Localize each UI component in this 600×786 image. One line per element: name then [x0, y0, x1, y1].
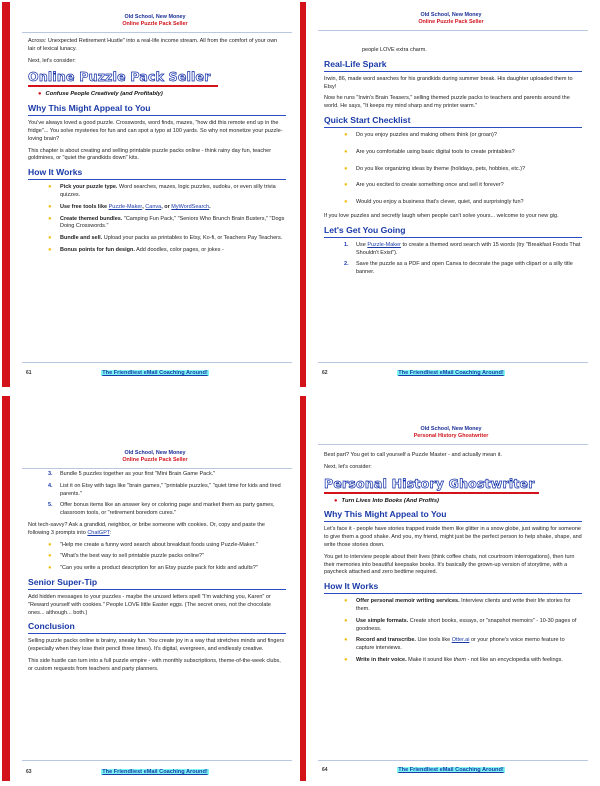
list-item: ● Write in their voice. Make it sound like them - not like an encyclopedia with feelings.	[344, 656, 563, 663]
list-item: ● Offer personal memoir writing services. Interview clients and write their life stories for them.	[344, 598, 571, 612]
steps-list	[344, 242, 582, 277]
paragraph: This chapter is about creating and selling printable puzzle packs online - think rainy day fun, teacher goldmines, or "quiet the grandkids down" kits.	[28, 147, 272, 162]
checklist-item: ● Would you enjoy a business that's clever, quiet, and surprisingly fun?	[344, 199, 524, 206]
paragraph: If you love puzzles and secretly laugh when people can't solve yours... welcome to your new gig.	[324, 212, 559, 219]
yellow-bullet-icon: ●	[344, 131, 348, 138]
yellow-bullet-icon: ●	[48, 553, 52, 560]
title-underline	[324, 492, 539, 494]
page-number: 64	[322, 767, 328, 773]
heading-rule	[28, 633, 286, 634]
header-divider	[22, 468, 292, 469]
paragraph: Irwin, 86, made word searches for his grandkids during summer break. His daughter uploaded them to Etsy!	[324, 75, 573, 90]
page-61	[10, 2, 300, 387]
prompt-item: ● "Help me create a funny word search about breakfast foods using Puzzle-Maker."	[48, 541, 258, 548]
step-item: 3. Bundle 5 puzzles together as your first "Mini Brain Game Pack."	[48, 471, 216, 477]
paragraph: You've always loved a good puzzle. Crosswords, word finds, mazes, "how did this remote end up in the fridge"... You solve mysteries for fun and can spot a typo at 100 yards. So why not monetize your puzzle-loving brain?	[28, 120, 283, 142]
list-item: ● Bonus points for fun design. Add doodles, color pages, or jokes -	[48, 246, 224, 253]
red-bullet-icon: ●	[334, 497, 338, 504]
mywordsearch-link[interactable]: MyWordSearch	[171, 203, 210, 210]
page-content	[28, 470, 286, 678]
chapter-title: Online Puzzle Pack Seller	[28, 69, 211, 85]
paragraph: Across: Unexpected Retirement Hustle" into a real-life income stream. All from the comfort of your own lair of lexical lunacy.	[28, 38, 278, 52]
page-content	[324, 452, 582, 669]
footer-link[interactable]: The Friendliest eMail Coaching Around!	[398, 767, 504, 773]
heading-rule	[28, 115, 286, 116]
paragraph: Now he runs "Irwin's Brain Teasers," selling themed puzzle packs to teachers and parents around the world. He says, "It keeps my mind sharp and my printer warm."	[324, 95, 570, 110]
section-heading: Why This Might Appeal to You	[28, 103, 151, 114]
section-heading: Real-Life Spark	[324, 58, 387, 69]
chapter-subtitle: ● Confuse People Creatively (and Profitably)	[38, 91, 163, 98]
prompt-item: ● "Can you write a product description for an Etsy puzzle pack for kids and adults?"	[48, 565, 258, 572]
paragraph: This side hustle can turn into a full puzzle empire - with monthly subscriptions, theme-of-the-week clubs, or custom requests from teachers and party planners.	[28, 657, 281, 672]
page-content	[324, 47, 582, 281]
header-divider	[318, 30, 588, 31]
page-64	[306, 396, 596, 781]
footer	[10, 370, 300, 376]
checklist-item: ● Do you like organizing ideas by theme (holidays, pets, hobbies, etc.)?	[344, 165, 526, 172]
list-item: ● Create themed bundles. "Camping Fun Pack," "Seniors Who Brunch Brain Busters," "Dogs Doing Crosswords."	[48, 215, 285, 230]
page-63	[10, 396, 300, 781]
puzzle-maker-link[interactable]: Puzzle-Maker	[108, 203, 143, 210]
heading-rule	[28, 589, 286, 590]
footer-divider	[318, 362, 588, 363]
heading-rule	[28, 179, 286, 180]
yellow-bullet-icon: ●	[344, 598, 348, 605]
yellow-bullet-icon: ●	[344, 656, 348, 663]
yellow-bullet-icon: ●	[48, 215, 52, 222]
how-list	[48, 184, 286, 255]
page-content	[28, 38, 286, 259]
yellow-bullet-icon: ●	[48, 246, 52, 253]
heading-rule	[324, 237, 582, 238]
paragraph: Next, let's consider:	[28, 57, 76, 64]
canva-link[interactable]: Canva	[145, 203, 162, 210]
step-item: 4. List it on Etsy with tags like "brain games," "printable puzzles," "quiet time for kids and tired parents."	[48, 482, 281, 497]
chapter-subtitle: ● Turn Lives Into Books (And Profits)	[334, 497, 439, 504]
list-item: ● Bundle and sell. Upload your packs as printables to Etsy, Ko-fi, or Teachers Pay Teachers.	[48, 235, 283, 242]
list-item: ● Pick your puzzle type. Word searches, mazes, logic puzzles, sudoku, or even silly trivia quizzes.	[48, 184, 276, 198]
footer	[10, 769, 300, 775]
prompts-list	[48, 542, 286, 573]
page-62	[306, 2, 596, 387]
section-heading: Quick Start Checklist	[324, 114, 411, 125]
list-item: ● Use simple formats. Create short books, essays, or "snapshot memoirs" - 10-30 pages of goodness.	[344, 617, 577, 632]
yellow-bullet-icon: ●	[344, 199, 348, 206]
list-item: ● Use free tools like Puzzle-Maker, Canva, or MyWordSearch.	[48, 203, 211, 210]
heading-rule	[324, 521, 582, 522]
page-number: 62	[322, 370, 328, 376]
yellow-bullet-icon: ●	[48, 565, 52, 572]
puzzle-maker-link[interactable]: Puzzle-Maker	[367, 241, 401, 248]
paragraph: Selling puzzle packs online is brainy, sneaky fun. You create joy in a way that stretches minds and fingers (especially when they lose their pencil three times). It's digital, evergreen, and endlessly creative.	[28, 638, 285, 653]
footer-divider	[22, 362, 292, 363]
step-item: 2. Save the puzzle as a PDF and open Canva to decorate the page with clipart or a silly title banner.	[344, 261, 573, 276]
yellow-bullet-icon: ●	[48, 541, 52, 548]
footer-divider	[22, 760, 292, 761]
header-divider	[22, 32, 292, 33]
page-number: 61	[26, 370, 32, 376]
page-header: Old School, New Money Personal History Ghostwriter	[413, 426, 489, 439]
yellow-bullet-icon: ●	[48, 184, 52, 191]
footer	[306, 767, 596, 773]
yellow-bullet-icon: ●	[344, 617, 348, 624]
paragraph: Best part? You get to call yourself a Puzzle Master - and actually mean it.	[324, 452, 502, 458]
paragraph: Let's face it - people have stories trapped inside them like glitter in a snow globe, just waiting for someone to give them a good shake. And you, my friend, might just be the perfect person to help shake, shape, and write those stories down.	[324, 526, 582, 548]
footer-link[interactable]: The Friendliest eMail Coaching Around!	[102, 769, 208, 775]
checklist	[344, 132, 582, 207]
step-item: 5. Offer bonus items like an answer key or coloring page and market them as party games, classroom tools, or "retirement boredom cures."	[48, 502, 275, 517]
paragraph: Add hidden messages to your puzzles - maybe the unused letters spell "I'm watching you, Karen" or "Reward yourself with cookies." People LOVE little Easter eggs. (The secret ones, not the chocolate ones... although... both.)	[28, 593, 271, 616]
section-heading: Let's Get You Going	[324, 224, 406, 235]
yellow-bullet-icon: ●	[344, 165, 348, 172]
page-header: Old School, New Money Online Puzzle Pack Seller	[122, 14, 188, 27]
section-heading: Conclusion	[28, 621, 75, 632]
list-item: ● Record and transcribe. Use tools like Otter.ai or your phone's voice memo feature to capture interviews.	[344, 637, 565, 652]
page-header: Old School, New Money Online Puzzle Pack Seller	[418, 12, 484, 25]
footer-link[interactable]: The Friendliest eMail Coaching Around!	[102, 370, 208, 376]
paragraph: You get to interview people about their lives (think coffee chats, not courtroom interrogations), then turn their memories into beautiful keepsake books. It's basically the grown-up version of storytime, with a paycheck attached and zero bedtime required.	[324, 553, 575, 576]
chatgpt-link[interactable]: ChatGPT	[87, 529, 110, 536]
heading-rule	[324, 127, 582, 128]
header-divider	[318, 444, 588, 445]
heading-rule	[324, 593, 582, 594]
footer	[306, 370, 596, 376]
yellow-bullet-icon: ●	[344, 182, 348, 189]
checklist-item: ● Are you comfortable using basic digital tools to create printables?	[344, 148, 515, 155]
section-heading: Senior Super-Tip	[28, 576, 98, 587]
step-item: 1. Use Puzzle-Maker to create a themed word search with 15 words (try "Breakfast Foods That Shouldn't Exist").	[344, 241, 581, 256]
heading-rule	[324, 71, 582, 72]
yellow-bullet-icon: ●	[48, 235, 52, 242]
page-header: Old School, New Money Online Puzzle Pack Seller	[122, 450, 188, 463]
section-heading: How It Works	[324, 581, 379, 592]
how-list	[344, 598, 582, 665]
prompt-item: ● "What's the best way to sell printable puzzle packs online?"	[48, 553, 205, 560]
paragraph: Next, let's consider:	[324, 463, 372, 470]
yellow-bullet-icon: ●	[344, 637, 348, 644]
section-heading: Why This Might Appeal to You	[324, 509, 447, 520]
otter-ai-link[interactable]: Otter.ai	[451, 637, 470, 644]
red-bullet-icon: ●	[38, 91, 42, 98]
chapter-title: Personal History Ghostwriter	[324, 475, 535, 491]
steps-list	[48, 471, 286, 518]
paragraph: Not tech-savvy? Ask a grandkid, neighbor, or bribe someone with cookies. Or, copy and paste the following 3 prompts into ChatGPT:	[28, 521, 265, 536]
footer-link[interactable]: The Friendliest eMail Coaching Around!	[398, 370, 504, 376]
footer-divider	[318, 760, 588, 761]
paragraph: people LOVE extra charm.	[362, 47, 427, 53]
section-heading: How It Works	[28, 167, 83, 178]
yellow-bullet-icon: ●	[48, 203, 52, 210]
title-underline	[28, 85, 218, 87]
checklist-item: ● Are you excited to create something once and sell it forever?	[344, 182, 504, 189]
checklist-item: ● Do you enjoy puzzles and making others think (or groan)?	[344, 131, 497, 138]
page-number: 63	[26, 769, 32, 775]
yellow-bullet-icon: ●	[344, 148, 348, 155]
